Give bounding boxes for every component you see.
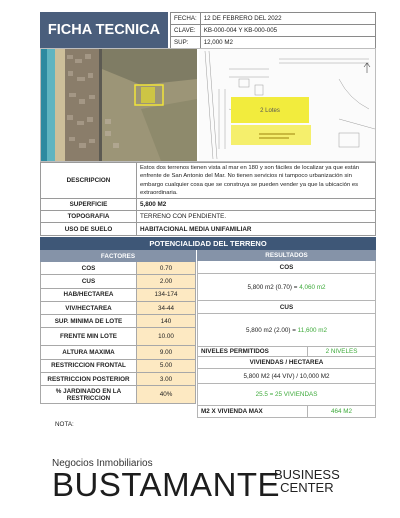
factor-value: 134-174 (137, 288, 196, 301)
clave-value: KB-000-004 Y KB-000-005 (200, 25, 375, 37)
topografia-label: TOPOGRAFIA (41, 211, 137, 223)
viviendas-label: VIVIENDAS / HECTAREA (197, 357, 376, 369)
brand-business-center (274, 468, 340, 494)
clave-label: CLAVE: (171, 25, 201, 37)
factor-name: VIV/HECTAREA (41, 301, 137, 314)
fecha-label: FECHA: (171, 13, 201, 25)
brand-logo-text: BUSTAMANTE (52, 466, 281, 503)
factor-name: CUS (41, 275, 137, 288)
cos-result-row (197, 274, 376, 301)
cus-label: CUS (197, 301, 376, 314)
m2-vivienda-value: 464 M2 (330, 408, 352, 415)
table-row (41, 328, 196, 346)
niveles-value: 2 NIVELES (325, 348, 358, 355)
info-table (40, 162, 376, 236)
images-panel (40, 48, 376, 162)
factor-name: HAB/HECTAREA (41, 288, 137, 301)
sup-value: 12,000 M2 (200, 37, 375, 49)
sup-label: SUP: (171, 37, 201, 49)
factor-name: % JARDINADO EN LA RESTRICCION (41, 386, 137, 404)
niveles-label: NIVELES PERMITIDOS (198, 347, 308, 356)
superficie-label: SUPERFICIE (41, 199, 137, 211)
fecha-value: 12 DE FEBRERO DEL 2022 (200, 13, 375, 25)
factor-value: 10.00 (137, 328, 196, 346)
brand-right-line1: BUSINESS (274, 467, 340, 482)
factor-value: 5.00 (137, 359, 196, 372)
factor-name: RESTRICCION FRONTAL (41, 359, 137, 372)
topografia-value: TERRENO CON PENDIENTE. (137, 211, 376, 223)
plan-lot-label: 2 Lotes (260, 108, 280, 114)
cus-result-row (197, 314, 376, 347)
table-row (41, 346, 196, 359)
cos-result: 4,060 m2 (299, 283, 326, 291)
nota-label: NOTA: (55, 421, 74, 428)
m2-vivienda-label: M2 X VIVIENDA MAX (198, 406, 308, 417)
table-row (41, 373, 196, 386)
table-row (41, 301, 196, 314)
factor-name: COS (41, 262, 137, 275)
uso-suelo-label: USO DE SUELO (41, 223, 137, 236)
table-row (41, 315, 196, 328)
uso-suelo-value: HABITACIONAL MEDIA UNIFAMILIAR (137, 223, 376, 236)
factor-value: 40% (137, 386, 196, 404)
viviendas-result: 25.5 = 25 VIVIENDAS (197, 384, 376, 406)
descripcion-text: Estos dos terrenos tienen vista al mar en 180 y son fáciles de localizar ya que están enfrente de San Antonio del Mar. No tienen servicios ni tampoco urbanización sin embargo cualquier cosa que se construya se pueden vender ya que la ubicación es extraordinaria. (137, 163, 376, 199)
factors-table (40, 250, 196, 404)
factor-name: SUP. MINIMA DE LOTE (41, 315, 137, 328)
factors-header: FACTORES (41, 251, 196, 262)
brand-right-line2: CENTER (280, 480, 334, 495)
factor-value: 0.70 (137, 262, 196, 275)
potencialidad-header: POTENCIALIDAD DEL TERRENO (40, 237, 376, 250)
brand-tagline: Negocios Inmobiliarios (52, 458, 153, 469)
cus-result: 11,600 m2 (297, 326, 327, 334)
table-row (41, 288, 196, 301)
descripcion-label: DESCRIPCION (41, 163, 137, 199)
results-panel (197, 250, 376, 418)
results-header: RESULTADOS (197, 250, 376, 261)
factor-value: 2.00 (137, 275, 196, 288)
table-row (41, 275, 196, 288)
factor-value: 3.00 (137, 373, 196, 386)
header (40, 12, 376, 48)
factor-name: FRENTE MIN LOTE (41, 328, 137, 346)
factor-value: 9.00 (137, 346, 196, 359)
aerial-photo (41, 49, 197, 161)
factor-name: RESTRICCION POSTERIOR (41, 373, 137, 386)
document-title: FICHA TECNICA (40, 12, 168, 48)
factor-name: ALTURA MAXIMA (41, 346, 137, 359)
table-row (41, 262, 196, 275)
table-row (41, 359, 196, 372)
cos-label: COS (197, 261, 376, 274)
site-plan (199, 49, 375, 161)
table-row (41, 386, 196, 404)
meta-table (170, 12, 376, 49)
niveles-row (197, 347, 376, 357)
factor-value: 140 (137, 315, 196, 328)
superficie-value: 5,800 M2 (137, 199, 376, 211)
cos-calc: 5,800 m2 (0.70) = (247, 283, 298, 291)
cus-calc: 5,800 m2 (2.00) = (246, 326, 296, 334)
viviendas-calc: 5,800 M2 (44 VIV) / 10,000 M2 (197, 369, 376, 384)
factor-value: 34-44 (137, 301, 196, 314)
m2-vivienda-row (197, 406, 376, 418)
